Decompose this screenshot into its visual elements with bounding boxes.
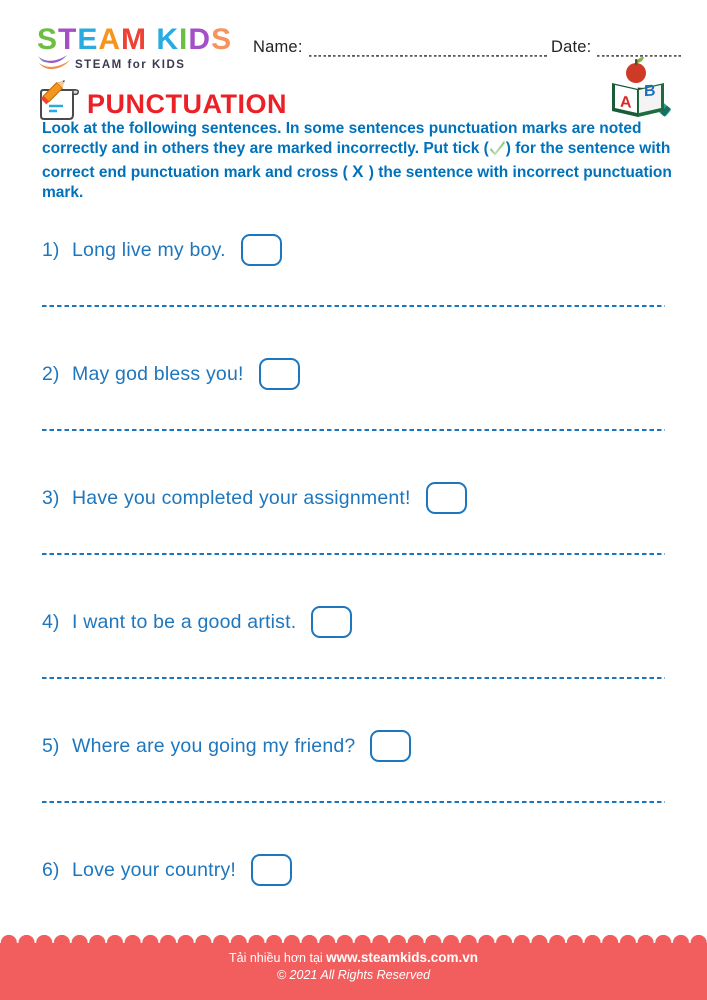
logo-letter: M xyxy=(121,23,148,56)
name-input-line[interactable] xyxy=(309,43,547,57)
logo-letter: E xyxy=(77,23,99,56)
instructions-part3: ) the sentence with incorrect punctuation mark. xyxy=(42,164,672,201)
item-number: 6) xyxy=(42,858,60,881)
item-sentence: I want to be a good artist. xyxy=(72,610,297,633)
item-number: 3) xyxy=(42,486,60,509)
separator-line xyxy=(42,429,665,431)
footer-line1 xyxy=(0,950,707,965)
answer-checkbox-3[interactable] xyxy=(426,482,467,514)
date-label: Date: xyxy=(551,38,592,56)
footer-prefix-text: Tải nhiều hơn tại xyxy=(229,951,327,965)
name-label: Name: xyxy=(253,38,303,56)
footer-website: www.steamkids.com.vn xyxy=(326,950,478,965)
item-number: 5) xyxy=(42,734,60,757)
logo-letter: S xyxy=(211,23,233,56)
item-number: 1) xyxy=(42,238,60,261)
answer-checkbox-2[interactable] xyxy=(259,358,300,390)
logo-letter: K xyxy=(156,23,180,56)
check-icon xyxy=(489,139,506,162)
footer-scallop-edge xyxy=(0,934,707,943)
separator-line xyxy=(42,677,665,679)
instructions-text xyxy=(42,119,682,203)
sentence-item-4 xyxy=(42,603,352,641)
item-number: 4) xyxy=(42,610,60,633)
answer-checkbox-1[interactable] xyxy=(241,234,282,266)
logo-letter: D xyxy=(188,23,212,56)
separator-line xyxy=(42,553,665,555)
logo-subtitle: STEAM for KIDS xyxy=(75,58,186,71)
cross-mark: X xyxy=(352,162,365,181)
separator-line xyxy=(42,305,665,307)
logo-swoosh-icon xyxy=(37,54,71,75)
sentence-item-5 xyxy=(42,727,411,765)
answer-checkbox-5[interactable] xyxy=(370,730,411,762)
answer-checkbox-4[interactable] xyxy=(311,606,352,638)
item-sentence: Where are you going my friend? xyxy=(72,734,356,757)
sentence-item-2 xyxy=(42,355,300,393)
steam-kids-logo xyxy=(37,24,247,75)
instructions-part2: ) for the sentence with correct end punctuation mark and cross ( xyxy=(42,140,671,181)
logo-letter: I xyxy=(179,23,189,56)
sentence-item-6 xyxy=(42,851,292,889)
svg-text:A: A xyxy=(620,92,632,112)
answer-checkbox-6[interactable] xyxy=(251,854,292,886)
instructions-part1: Look at the following sentences. In some sentences punctuation marks are noted correctly and in others they are marked incorrectly. Put tick ( xyxy=(42,120,642,157)
sentence-item-3 xyxy=(42,479,467,517)
footer xyxy=(0,943,707,1000)
item-sentence: Long live my boy. xyxy=(72,238,226,261)
footer-copyright: © 2021 All Rights Reserved xyxy=(276,968,431,982)
logo-letter: T xyxy=(58,23,78,56)
logo-letter xyxy=(147,23,156,56)
svg-text:B: B xyxy=(644,82,656,101)
sentence-item-1 xyxy=(42,231,282,269)
logo-letters xyxy=(37,24,247,56)
separator-line xyxy=(42,801,665,803)
item-number: 2) xyxy=(42,362,60,385)
logo-letter: A xyxy=(98,23,122,56)
page-title: PUNCTUATION xyxy=(87,89,287,119)
item-sentence: Have you completed your assignment! xyxy=(72,486,411,509)
logo-letter: S xyxy=(37,23,59,56)
item-sentence: Love your country! xyxy=(72,858,237,881)
item-sentence: May god bless you! xyxy=(72,362,244,385)
